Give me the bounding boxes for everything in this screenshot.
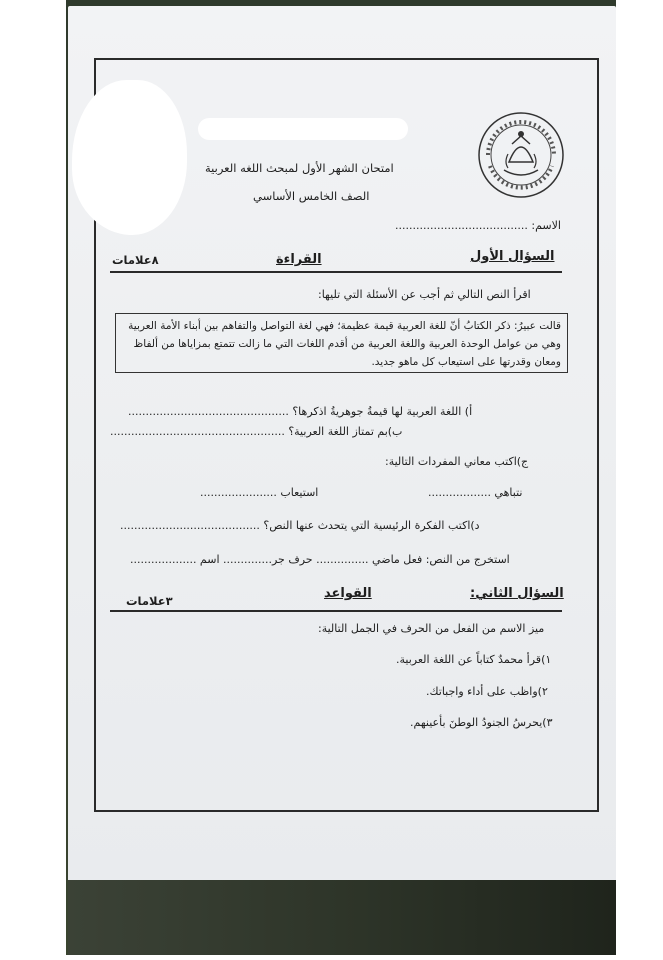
question-c: ج)اكتب معاني المفردات التالية: — [385, 455, 529, 468]
question-b: ب)بم تمتاز اللغة العربية؟ .................................................. — [110, 425, 403, 438]
q2-rule — [110, 610, 562, 612]
name-field-label: الاسم: ...................................... — [395, 219, 561, 232]
q1-rule — [110, 271, 562, 273]
question-a: أ) اللغة العربية لها قيمةُ جوهريةُ اذكرها؟ .............................................. — [128, 405, 473, 418]
reading-passage: قالت عبيرُ: ذكر الكتابُ أنّ للغة العربية قيمة عظيمة؛ فهي لغة التواصل والتفاهم بين أبناء الأمة العربية وهي من عوامل الوحدة العربية واللغة العربية من أقدم اللغات التي ما زالت تتمتع بمزاياها من ألفاظ ومعان وقدرتها على استيعاب كل ماهو جديد. — [115, 313, 568, 373]
extract-question: استخرج من النص: فعل ماضي ............... حرف جر.............. اسم ................... — [130, 553, 510, 566]
redaction-blob — [72, 80, 187, 235]
sentence-2: ٢)واظب على أداء واجباتك. — [426, 685, 548, 698]
q2-section: القواعد — [324, 586, 372, 601]
exam-title: امتحان الشهر الأول لمبحث اللغه العربية — [205, 161, 394, 175]
q2-instruction: ميز الاسم من الفعل من الحرف في الجمل التالية: — [318, 622, 545, 635]
q1-title: السؤال الأول — [470, 249, 555, 264]
sentence-3: ٣)يحرسُ الجنودُ الوطنَ بأعينهم. — [410, 716, 553, 729]
q1-section: القراءة — [276, 252, 322, 267]
question-d: د)اكتب الفكرة الرئيسية التي يتحدث عنها النص؟ ........................................ — [120, 519, 480, 532]
grade-label: الصف الخامس الأساسي — [253, 189, 370, 203]
vocab-item-2: استيعاب ...................... — [200, 486, 319, 499]
redaction-bar — [198, 118, 408, 140]
sentence-1: ١)قرأ محمدٌ كتاباً عن اللغة العربية. — [396, 653, 552, 666]
q1-instruction: اقرأ النص التالي ثم أجب عن الأسئلة التي تليها: — [318, 288, 531, 301]
q2-marks: ٣علامات — [126, 594, 173, 608]
q2-title: السؤال الثاني: — [470, 586, 564, 601]
q1-marks: ٨علامات — [112, 253, 159, 267]
ministry-seal-icon — [476, 110, 566, 200]
vocab-item-1: نتباهي .................. — [428, 486, 523, 499]
dark-surface — [68, 880, 616, 955]
